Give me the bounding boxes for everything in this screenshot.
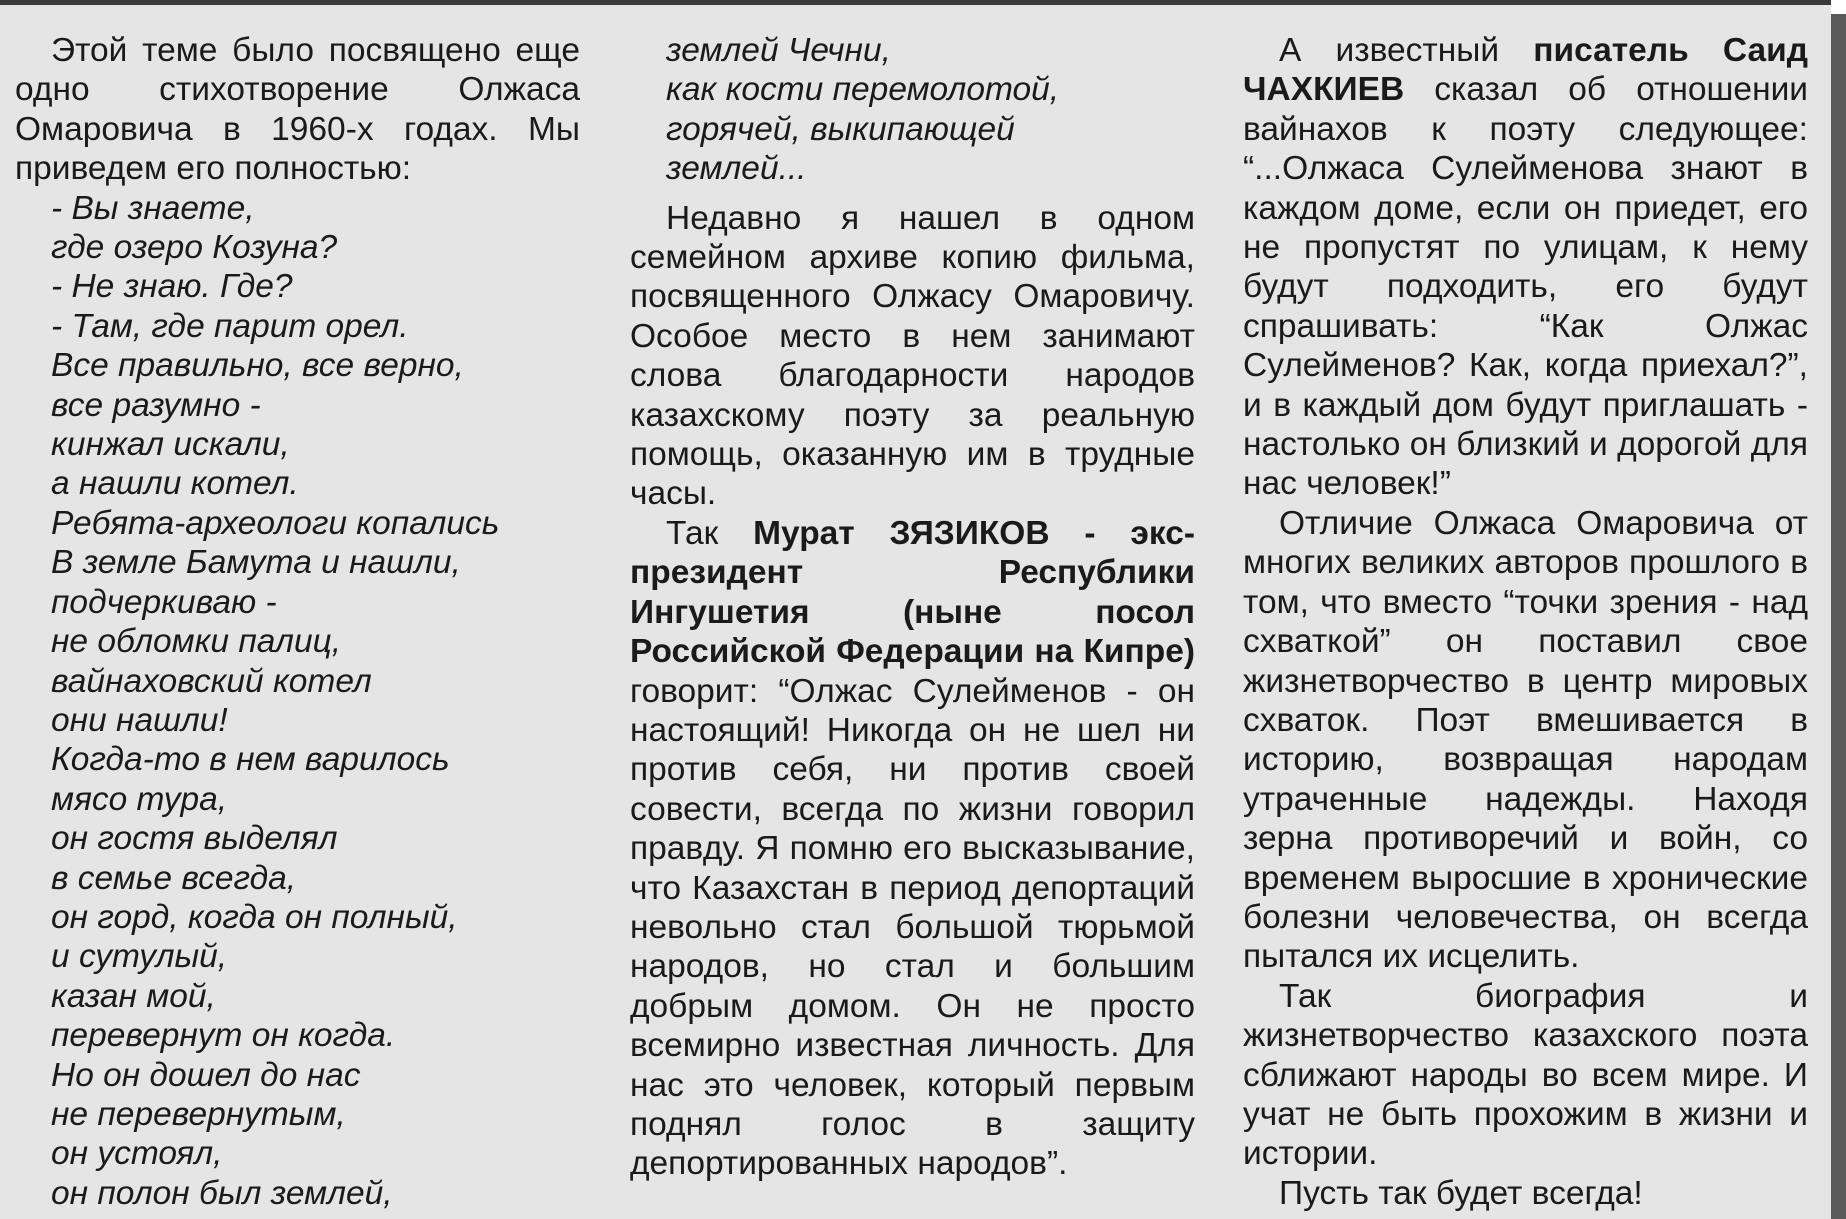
poem-line: вайнаховский котел bbox=[51, 662, 372, 700]
poem-line: Но он дошел до нас bbox=[51, 1056, 361, 1094]
poem-line: как кости перемолотой, bbox=[666, 71, 1060, 109]
poem-line: они нашли! bbox=[51, 701, 228, 739]
poem-line: не перевернутым, bbox=[51, 1095, 346, 1133]
paragraph-biography: Так биография и жизнетворчество казахского поэта сближают народы во всем мире. И учат не быть прохожим в жизни и истории. bbox=[1243, 977, 1808, 1173]
poem-line: землей... bbox=[666, 150, 807, 188]
paragraph-chakhkiev bbox=[1243, 31, 1808, 504]
poem-line: он устоял, bbox=[51, 1135, 223, 1173]
poem-line: в семье всегда, bbox=[51, 859, 297, 897]
poem-line: Ребята-археологи копались bbox=[51, 504, 500, 542]
column-1 bbox=[15, 31, 580, 1213]
poem-line: горячей, выкипающей bbox=[666, 110, 1015, 148]
poem-line: Все правильно, все верно, bbox=[51, 347, 464, 385]
poem-line: - Там, где парит орел. bbox=[51, 307, 409, 345]
paragraph-zyazikov bbox=[630, 514, 1195, 1184]
poem-line: а нашли котел. bbox=[51, 465, 299, 503]
poem-line: он гостя выделял bbox=[51, 820, 338, 858]
chakhkiev-quote: сказал об отношении вайнахов к поэту следующее: “...Олжаса Сулейменова знают в каждом доме, если он приедет, его не пропустят по улицам, к нему будут подходить, его будут спрашивать: “Как Олжас Сулейменов? Как, когда приехал?”, и в каждый дом будут приглашать - настолько он близкий и дорогой для нас человек!” bbox=[1243, 71, 1808, 503]
poem-part-1 bbox=[15, 189, 580, 1214]
column-2 bbox=[630, 31, 1195, 1184]
chakhkiev-start: А известный bbox=[1279, 32, 1534, 69]
zyazikov-start: Так bbox=[666, 514, 754, 552]
poem-line: землей Чечни, bbox=[666, 32, 891, 69]
page-shadow bbox=[1831, 14, 1846, 1219]
zyazikov-quote: говорит: “Олжас Сулейменов - он настоящий! Никогда он не шел ни против себя, ни против своей совести, всегда по жизни говорил правду. Я помню его высказывание, что Казахстан в период депортаций невольно стал большой тюрьмой народов, но стал и большим добрым домом. Он не просто всемирно известная личность. Для нас это человек, который первым поднял голос в защиту депортированных народов”. bbox=[630, 672, 1195, 1183]
paragraph-difference: Отличие Олжаса Омаровича от многих великих авторов прошлого в том, что вместо “точки зрения - над схваткой” он поставил свое жизнетворчество в центр мировых схваток. Поэт вмешивается в историю, возвращая народам утраченные надежды. Находя зерна противоречий и войн, со временем выросшие в хронические болезни человечества, он всегда пытался их исцелить. bbox=[1243, 504, 1808, 976]
poem-line: он горд, когда он полный, bbox=[51, 898, 458, 936]
poem-line: - Не знаю. Где? bbox=[51, 268, 293, 306]
poem-line: Когда-то в нем варилось bbox=[51, 741, 450, 779]
chakhkiev-name: писатель Саид ЧАХКИЕВ bbox=[1243, 32, 1808, 109]
poem-line: все разумно - bbox=[51, 386, 261, 424]
poem-line: кинжал искали, bbox=[51, 426, 290, 464]
paragraph-closing: Пусть так будет всегда! bbox=[1279, 1174, 1643, 1212]
paragraph-film: Недавно я нашел в одном семейном архиве копию фильма, посвященного Олжасу Омаровичу. Особое место в нем занимают слова благодарности народов казахскому поэту за реальную помощь, оказанную им в трудные часы. bbox=[630, 199, 1195, 513]
poem-line: не обломки палиц, bbox=[51, 623, 342, 661]
zyazikov-name: Мурат ЗЯЗИКОВ - экс-президент Республики Ингушетия (ныне посол Российской Федерации на Кипре) bbox=[630, 514, 1195, 671]
poem-line: где озеро Козуна? bbox=[51, 229, 338, 267]
poem-line: В земле Бамута и нашли, bbox=[51, 544, 461, 582]
poem-line: перевернут он когда. bbox=[51, 1017, 396, 1055]
column-3 bbox=[1243, 31, 1808, 1213]
poem-part-2 bbox=[630, 31, 1195, 189]
poem-line: и сутулый, bbox=[51, 938, 228, 976]
poem-line: казан мой, bbox=[51, 977, 216, 1015]
poem-line: подчеркиваю - bbox=[51, 583, 277, 621]
poem-line: мясо тура, bbox=[51, 780, 228, 818]
poem-line: - Вы знаете, bbox=[51, 189, 255, 227]
poem-line: он полон был землей, bbox=[51, 1174, 393, 1212]
intro-paragraph: Этой теме было посвящено еще одно стихотворение Олжаса Омаровича в 1960-х годах. Мы приведем его полностью: bbox=[15, 32, 580, 188]
